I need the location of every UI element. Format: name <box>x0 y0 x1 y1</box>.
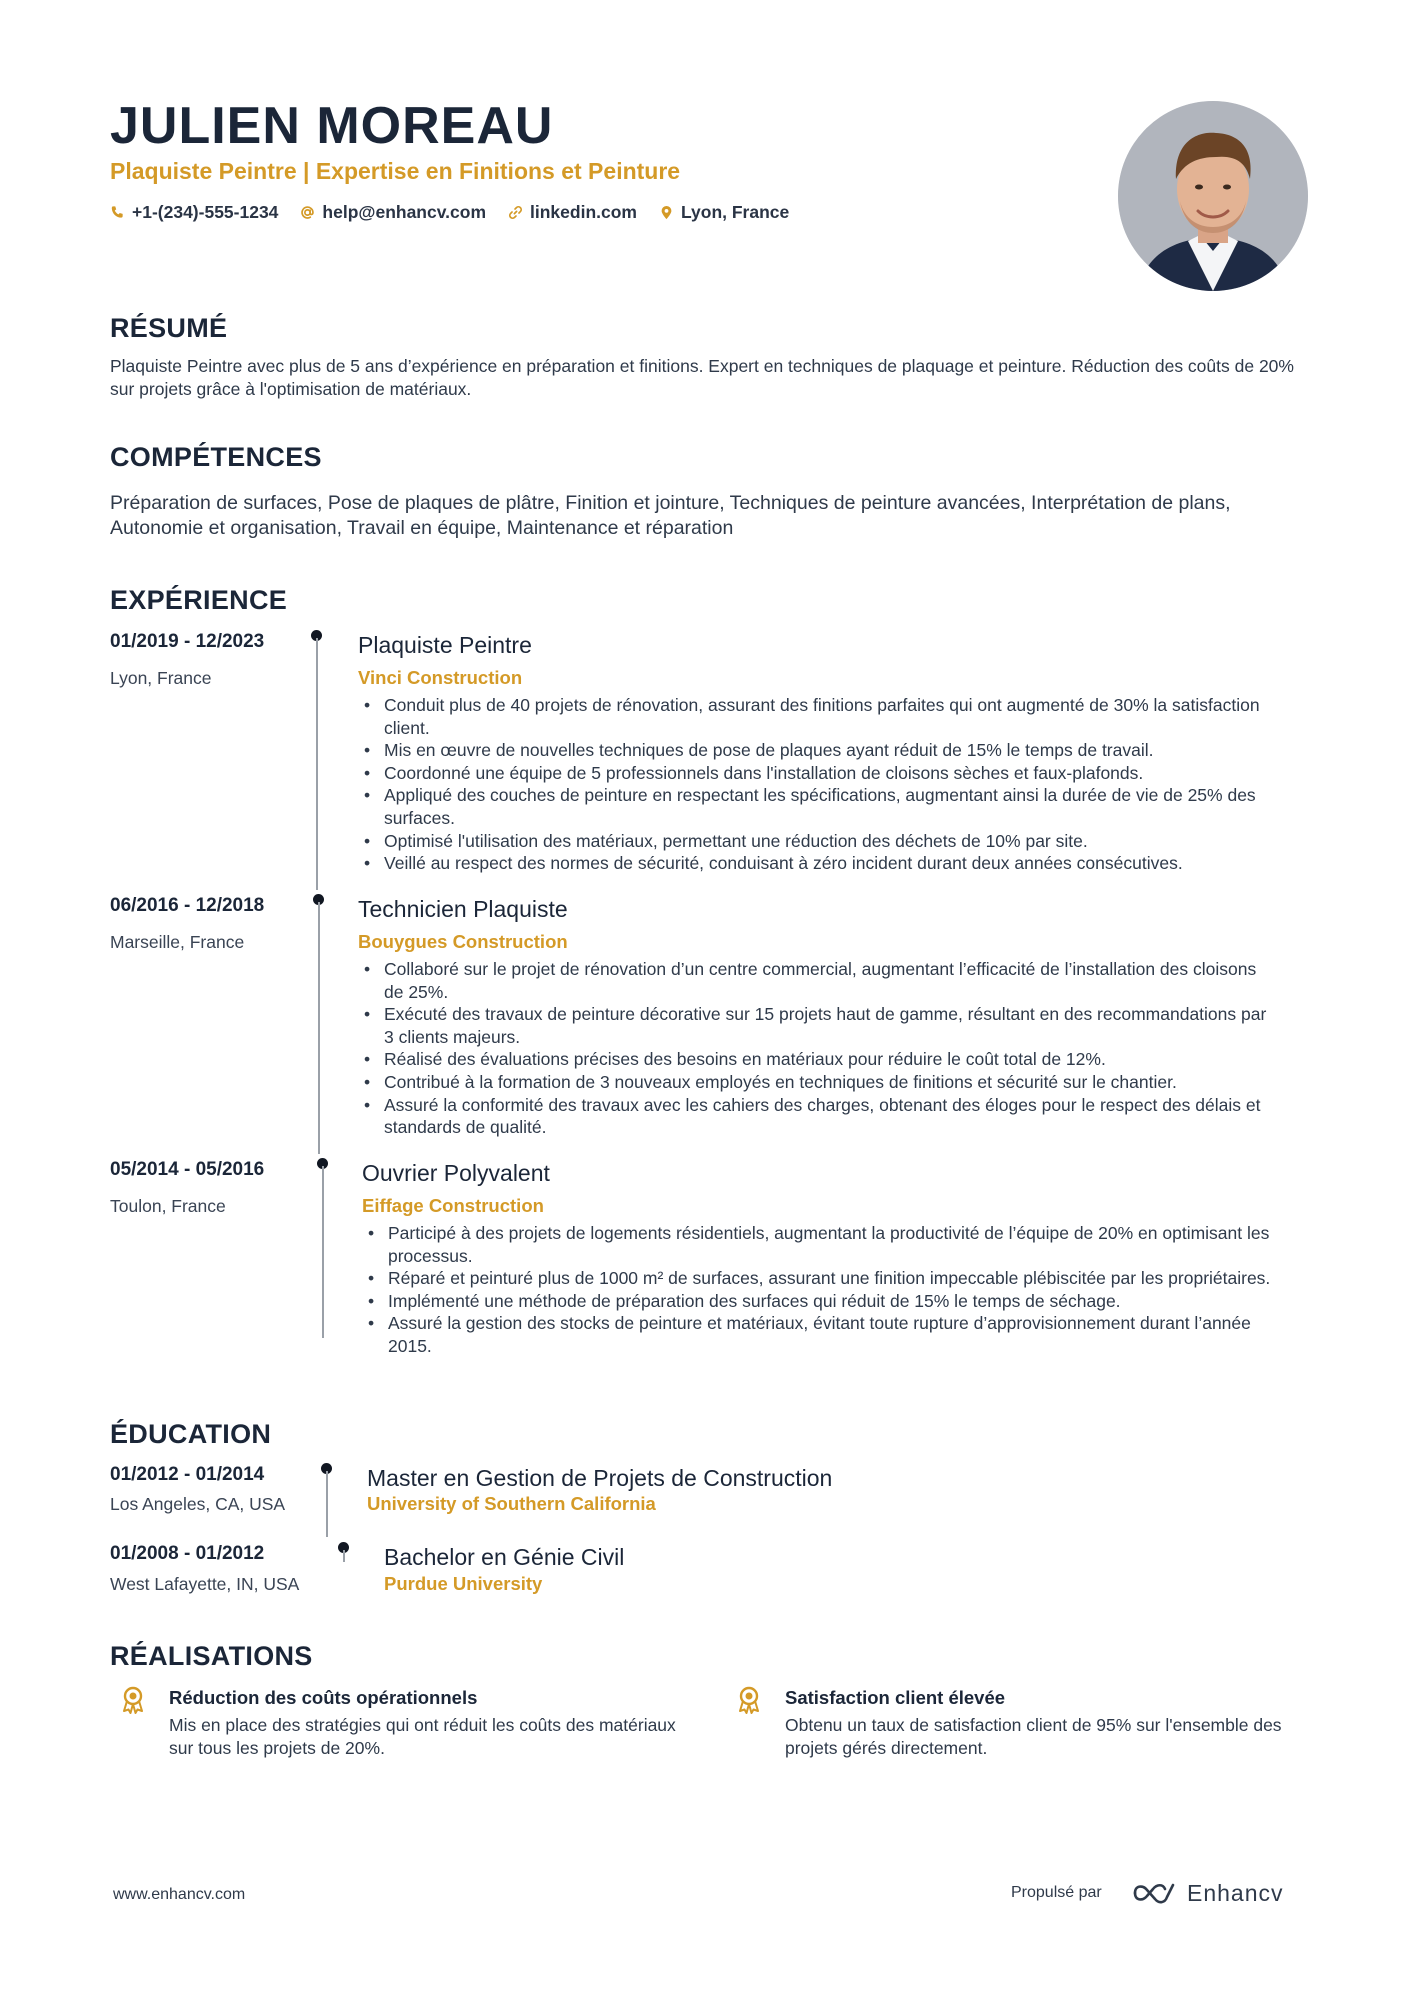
footer-website-link[interactable]: www.enhancv.com <box>113 1886 246 1903</box>
bullet-item: • Implémenté une méthode de préparation des surfaces qui réduit de 15% le temps de séchage. <box>362 1290 1282 1313</box>
contact-location <box>659 200 789 224</box>
bullet-item: • Contribué à la formation de 3 nouveaux employés en techniques de finitions et sécurité sur le chantier. <box>358 1071 1278 1094</box>
education-dates: 01/2008 - 01/2012 <box>110 1543 265 1564</box>
email-text: help@enhancv.com <box>322 202 487 222</box>
bullet-item: • Coordonné une équipe de 5 professionnels dans l'installation de cloisons sèches et faux-plafonds. <box>358 762 1278 785</box>
bullet-item: • Exécuté des travaux de peinture décorative sur 15 projets haut de gamme, résultant en des recommandations par 3 clients majeurs. <box>358 1003 1278 1048</box>
bullet-item: • Conduit plus de 40 projets de rénovation, assurant des finitions parfaites qui ont augmenté de 30% la satisfaction client. <box>358 694 1278 739</box>
contact-phone[interactable] <box>110 200 278 224</box>
phone-icon <box>110 205 125 220</box>
achievement-title: Réduction des coûts opérationnels <box>169 1687 478 1708</box>
achievement-description: Obtenu un taux de satisfaction client de 95% sur l'ensemble des projets gérés directement. <box>785 1715 1282 1758</box>
bullet-item: • Assuré la conformité des travaux avec les cahiers des charges, obtenant des éloges pour le respect des délais et standards de qualité. <box>358 1094 1278 1139</box>
resume-text: Plaquiste Peintre avec plus de 5 ans d’expérience en préparation et finitions. Expert en techniques de plaquage et peinture. Réduction des coûts de 20% sur projets grâce à l'optimisation de matériaux. <box>110 356 1294 399</box>
bullet-item: • Assuré la gestion des stocks de peinture et matériaux, évitant toute rupture d’approvisionnement durant l’année 2015. <box>362 1312 1282 1357</box>
education-school: Purdue University <box>384 1573 543 1594</box>
footer-brand-name: Enhancv <box>1187 1880 1284 1906</box>
footer-brand-logo[interactable] <box>1131 1878 1284 1908</box>
job-company: Eiffage Construction <box>362 1195 544 1216</box>
contact-email[interactable] <box>300 200 486 224</box>
section-title-achievements: RÉALISATIONS <box>110 1641 313 1671</box>
bullet-item: • Réalisé des évaluations précises des besoins en matériaux pour réduire le coût total de 12%. <box>358 1048 1278 1071</box>
profile-photo <box>1118 101 1308 291</box>
location-text: Lyon, France <box>680 202 790 222</box>
job-role: Plaquiste Peintre <box>358 632 532 658</box>
enhancv-logo-icon <box>1131 1879 1179 1907</box>
job-company: Bouygues Construction <box>358 931 568 952</box>
bullet-item: • Mis en œuvre de nouvelles techniques de pose de plaques ayant réduit de 15% le temps de travail. <box>358 739 1278 762</box>
bullet-item: • Réparé et peinturé plus de 1000 m² de surfaces, assurant une finition impeccable plébiscitée par les propriétaires. <box>362 1267 1282 1290</box>
job-bullets <box>358 958 1278 1139</box>
timeline-line <box>318 902 320 1154</box>
education-degree: Master en Gestion de Projets de Construction <box>367 1465 833 1491</box>
education-location: West Lafayette, IN, USA <box>110 1574 300 1594</box>
job-dates: 06/2016 - 12/2018 <box>110 895 265 916</box>
job-bullets <box>358 694 1278 875</box>
education-school: University of Southern California <box>367 1493 656 1514</box>
bullet-item: • Optimisé l'utilisation des matériaux, permettant une réduction des déchets de 10% par site. <box>358 830 1278 853</box>
timeline-line <box>326 1471 328 1537</box>
bullet-item: • Appliqué des couches de peinture en respectant les spécifications, augmentant ainsi la durée de vie de 25% des surfaces. <box>358 784 1278 829</box>
footer-powered-by: Propulsé par <box>1011 1884 1102 1901</box>
linkedin-text: linkedin.com <box>530 202 637 222</box>
job-dates: 01/2019 - 12/2023 <box>110 631 265 652</box>
job-location: Toulon, France <box>110 1196 226 1216</box>
education-degree: Bachelor en Génie Civil <box>384 1544 625 1570</box>
candidate-headline: Plaquiste Peintre | Expertise en Finitions et Peinture <box>110 158 681 184</box>
achievement-description: Mis en place des stratégies qui ont réduit les coûts des matériaux sur tous les projets de 20%. <box>169 1715 676 1758</box>
education-location: Los Angeles, CA, USA <box>110 1494 286 1514</box>
job-location: Lyon, France <box>110 668 212 688</box>
candidate-name: JULIEN MOREAU <box>110 97 554 155</box>
timeline-line <box>322 1166 324 1338</box>
bullet-item: • Collaboré sur le projet de rénovation d’un centre commercial, augmentant l’efficacité de l’installation des cloisons de 25%. <box>358 958 1278 1003</box>
section-title-education: ÉDUCATION <box>110 1419 272 1449</box>
phone-text: +1-(234)-555-1234 <box>132 202 279 222</box>
job-role: Ouvrier Polyvalent <box>362 1160 550 1186</box>
job-company: Vinci Construction <box>358 667 523 688</box>
timeline-line <box>316 638 318 890</box>
skills-text: Préparation de surfaces, Pose de plaques de plâtre, Finition et jointure, Techniques de peinture avancées, Interprétation de plans, Autonomie et organisation, Travail en équipe, Maintenance et réparation <box>110 492 1231 539</box>
at-icon <box>300 205 315 220</box>
job-dates: 05/2014 - 05/2016 <box>110 1159 265 1180</box>
location-pin-icon <box>659 205 674 220</box>
contact-linkedin[interactable] <box>508 200 637 224</box>
link-icon <box>508 205 523 220</box>
education-dates: 01/2012 - 01/2014 <box>110 1464 265 1485</box>
bullet-item: • Veillé au respect des normes de sécurité, conduisant à zéro incident durant deux années consécutives. <box>358 852 1278 875</box>
section-title-resume: RÉSUMÉ <box>110 313 228 343</box>
job-location: Marseille, France <box>110 932 245 952</box>
section-title-experience: EXPÉRIENCE <box>110 585 288 615</box>
award-ribbon-icon <box>121 1686 145 1714</box>
job-bullets <box>362 1222 1282 1358</box>
bullet-item: • Participé à des projets de logements résidentiels, augmentant la productivité de l’équipe de 20% en optimisant les processus. <box>362 1222 1282 1267</box>
job-role: Technicien Plaquiste <box>358 896 568 922</box>
award-ribbon-icon <box>737 1686 761 1714</box>
achievement-title: Satisfaction client élevée <box>785 1687 1006 1708</box>
contact-bar <box>110 200 789 224</box>
timeline-line <box>343 1550 345 1562</box>
section-title-skills: COMPÉTENCES <box>110 442 322 472</box>
